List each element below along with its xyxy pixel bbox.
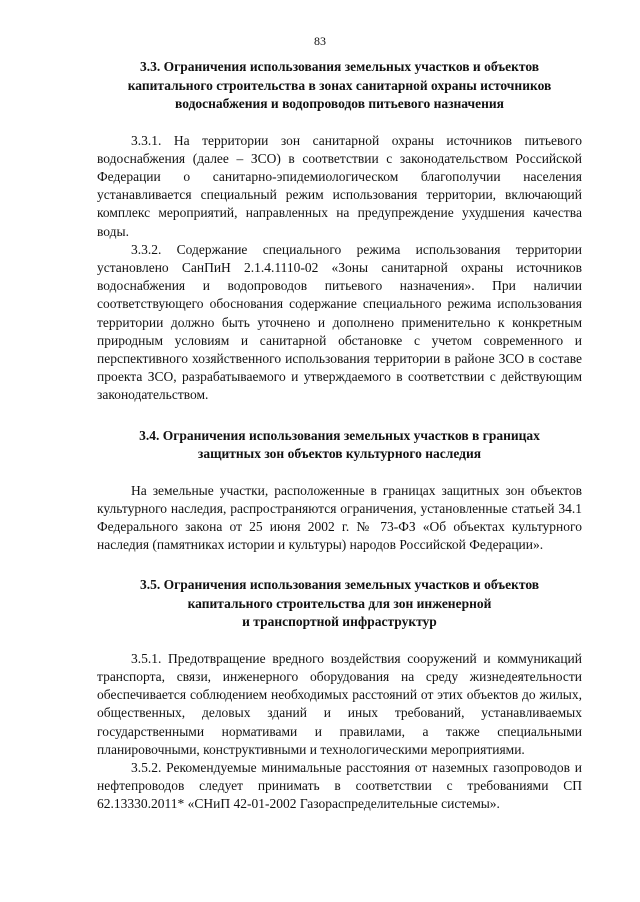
heading-line: 3.3. Ограничения использования земельных участков и объектов: [139, 59, 540, 74]
heading-line: капитального строительства в зонах санитарной охраны источников: [127, 77, 552, 93]
paragraph: 3.3.1. На территории зон санитарной охраны источников питьевого водоснабжения (далее – ЗСО) в соответствии с законодательством Российской Федерации о санитарно-эпидемиологическом благополучии населения устанавливается специальный режим использования территории, включающий комплекс мероприятий, направленных на предупреждение ухудшения качества воды.: [97, 132, 582, 239]
page-content: [97, 58, 582, 814]
heading-line: водоснабжения и водопроводов питьевого назначения: [175, 96, 504, 111]
paragraph: 3.3.2. Содержание специального режима использования территории установлено СанПиН 2.1.4.1110-02 «Зоны санитарной охраны источников водоснабжения и водопроводов питьевого назначения». При наличии соответствующего обоснования содержание специального режима использования территории должно быть уточнено и дополнено применительно к конкретным природным условиям и санитарной обстановке с учетом современного и перспективного хозяйственного использования территории в районе ЗСО в составе проекта ЗСО, разрабатываемого и утверждаемого в соответствии с действующим законодательством.: [97, 241, 582, 403]
heading-line: 3.5. Ограничения использования земельных участков и объектов: [139, 577, 540, 593]
section-heading: [97, 427, 582, 464]
heading-line: капитального строительства для зон инженерной: [187, 595, 492, 611]
section-heading: [97, 58, 582, 114]
paragraph: 3.5.2. Рекомендуемые минимальные расстояния от наземных газопроводов и нефтепроводов следует принимать в соответствии с требованиями СП 62.13330.2011* «СНиП 42-01-2002 Газораспределительные системы».: [97, 760, 582, 812]
page-number: 83: [314, 34, 326, 48]
paragraph: На земельные участки, расположенные в границах защитных зон объектов культурного наследия, распространяются ограничения, установленные статьей 34.1 Федерального закона от 25 июня 2002 г. № 73-ФЗ «Об объектах культурного наследия (памятниках истории и культуры) народов Российской Федерации».: [97, 482, 582, 553]
section-heading: [97, 576, 582, 632]
section-3-4: [97, 427, 582, 555]
section-3-5: [97, 576, 582, 813]
heading-line: и транспортной инфраструктур: [242, 614, 437, 630]
heading-line: 3.4. Ограничения использования земельных участков в границах: [139, 427, 540, 443]
section-3-3: [97, 58, 582, 405]
paragraph: 3.5.1. Предотвращение вредного воздействия сооружений и коммуникаций транспорта, связи, инженерного оборудования на среду жизнедеятельности обеспечивается соблюдением необходимых расстояний от этих объектов до жилых, общественных, деловых зданий и иных требований, устанавливаемых государственными нормативами и правилами, а также специальными планировочными, конструктивными и технологическими мероприятиями.: [97, 650, 582, 757]
heading-line: защитных зон объектов культурного наследия: [197, 446, 482, 462]
